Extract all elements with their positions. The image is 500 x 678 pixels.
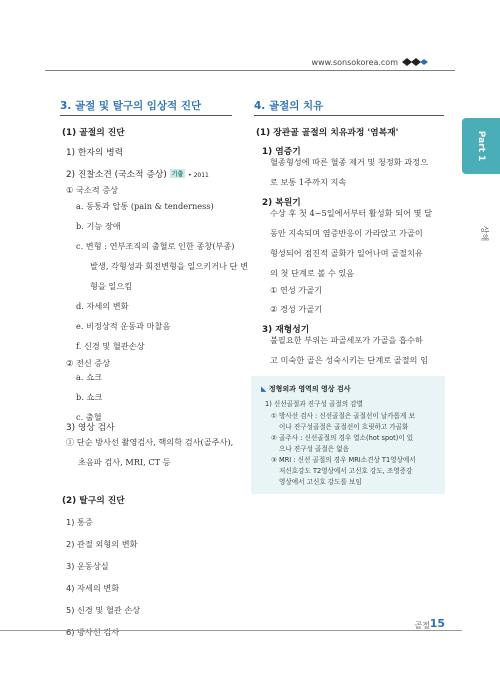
- list-item: ① 연성 가골기: [270, 285, 323, 295]
- exam-year: • 2011: [188, 172, 209, 179]
- list-item: 5) 신경 및 혈관 손상: [66, 605, 141, 615]
- info-line: ② 골주사 : 신선골절의 경우 열소(hot spot)이 있: [271, 434, 414, 442]
- imaging-heading: 3) 영상 검사: [66, 423, 115, 433]
- body-line: 형성되어 점진적 골화가 일어나며 골절치유: [270, 248, 423, 258]
- info-line: 저신호강도 T2영상에서 고신호 강도, 조영증강: [279, 467, 413, 475]
- section-title-left: 3. 골절 및 탈구의 임상적 진단: [60, 100, 202, 112]
- list-item: d. 자세의 변화: [76, 301, 129, 311]
- body-line: 동안 지속되며 염증반응이 가라앉고 가골이: [270, 228, 423, 238]
- chapter-label: 상해: [479, 225, 489, 242]
- page-number: 15: [429, 617, 445, 630]
- list-item: 2) 관절 외형의 변화: [66, 539, 138, 549]
- list-item: a. 동통과 압통 (pain & tenderness): [76, 201, 214, 211]
- list-item: b. 쇼크: [76, 392, 103, 402]
- body-line: 불필요한 부위는 파골세포가 가골을 흡수하: [270, 335, 423, 345]
- section-rule-right: [254, 115, 444, 116]
- list-item: 1) 통증: [66, 517, 93, 527]
- body-line: 로 보통 1주까지 지속: [270, 177, 347, 187]
- list-item: 3) 운동상실: [66, 561, 109, 571]
- list-item: 발생, 각형성과 회전변형을 일으키거나 단 변: [90, 261, 248, 271]
- local-symptom-list: [76, 196, 248, 356]
- list-item: f. 신경 및 혈관손상: [76, 341, 145, 351]
- info-box-title: [261, 384, 351, 394]
- remodeling-heading: 3) 재형성기: [262, 325, 310, 335]
- systemic-symptom-list: [76, 367, 102, 427]
- imaging-body: [66, 432, 233, 472]
- exam-heading: [66, 167, 209, 180]
- info-line: ③ MRI : 신선 골절의 경우 MRI소견상 T1영상에서: [271, 456, 416, 464]
- header-dots-icon: [402, 58, 428, 66]
- arrow-icon: ◣: [261, 385, 267, 393]
- list-item: a. 쇼크: [76, 372, 102, 382]
- list-item: c. 출혈: [76, 412, 102, 422]
- imaging-line: 초음파 검사, MRI, CT 등: [78, 457, 171, 467]
- header-rule: [45, 70, 455, 71]
- inflammation-body: [270, 152, 428, 192]
- part-tab-label: Part 1: [476, 130, 486, 162]
- body-line: 의 첫 단계로 볼 수 있음: [270, 268, 355, 278]
- local-symptoms: ① 국소적 증상: [66, 185, 119, 195]
- site-url: www.sonsokorea.com: [311, 58, 398, 67]
- subsection-healing-process: (1) 장관골 골절의 치유과정 '염복재': [256, 128, 399, 138]
- section-title-right: 4. 골절의 치유: [254, 100, 324, 112]
- info-line: 이나 진구성골절은 골절선이 흐릿하고 가골화: [279, 423, 409, 431]
- imaging-info-box: [251, 376, 445, 494]
- info-line: 1) 신선골절과 진구성 골절의 감별: [265, 400, 363, 408]
- section-rule-left: [60, 115, 232, 116]
- list-item: 4) 자세의 변화: [66, 583, 120, 593]
- list-item: ② 경성 가골기: [270, 304, 323, 314]
- systemic-symptoms: ② 전신 증상: [66, 358, 111, 368]
- imaging-line: ① 단순 방사선 촬영검사, 핵의학 검사(골주사),: [66, 437, 234, 447]
- list-item: e. 비정상적 운동과 마찰음: [76, 321, 171, 331]
- body-line: 수상 후 첫 4~5일에서부터 활성화 되어 몇 달: [270, 208, 433, 218]
- body-line: 고 미숙한 골은 성숙시키는 단계로 골절의 임: [270, 355, 428, 365]
- part-tab: [462, 118, 500, 174]
- list-item: 6) 방사선 검사: [66, 627, 120, 637]
- exam-badge: 기출: [171, 171, 184, 178]
- footer-rule: [0, 614, 462, 631]
- list-item: c. 변형 : 연부조직의 출혈로 인한 종창(부종): [76, 241, 235, 251]
- info-line: ① 방사선 검사 : 신선골절은 골절선이 날카롭게 보: [271, 412, 415, 420]
- subsection-fracture-diagnosis: (1) 골절의 진단: [62, 128, 125, 138]
- info-line: 으나 진구성 골절은 없음: [279, 445, 349, 453]
- exam-heading-text: 2) 진찰소견 (국소적 증상): [66, 170, 167, 180]
- inflammation-heading: 1) 염증기: [262, 147, 301, 157]
- repair-heading: 2) 복원기: [262, 198, 301, 208]
- subsection-dislocation-diagnosis: (2) 탈구의 진단: [62, 496, 125, 506]
- list-item: 형을 일으킴: [90, 281, 133, 291]
- repair-body: [270, 203, 432, 283]
- history-heading: 1) 한자의 병력: [66, 148, 124, 158]
- info-box-title-text: 정형외과 영역의 영상 검사: [268, 385, 351, 393]
- footer-chapter-label: 골절: [414, 621, 430, 630]
- body-line: 혈종형성에 따른 혈종 제거 및 청정화 과정으: [270, 157, 428, 167]
- list-item: b. 기능 장애: [76, 221, 121, 231]
- info-line: 영상에서 고신호 강도를 보임: [279, 478, 362, 486]
